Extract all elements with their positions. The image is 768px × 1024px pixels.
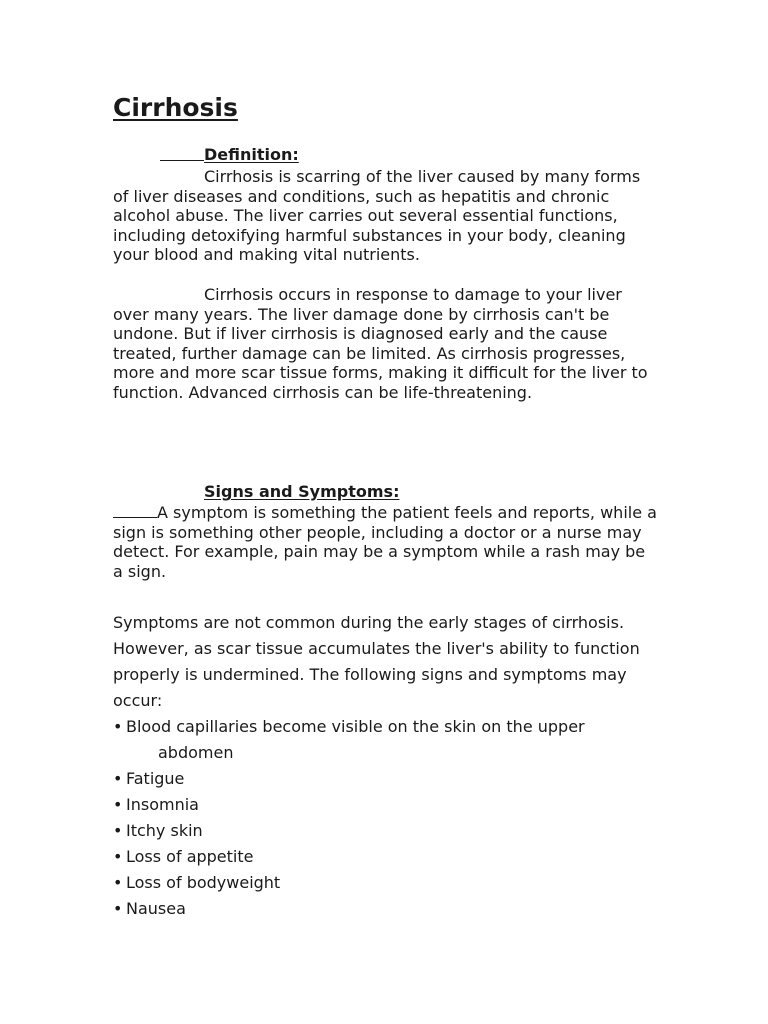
definition-paragraph-1-text: Cirrhosis is scarring of the liver caused by many forms of liver diseases and conditions, such as hepatitis and chronic alcohol abuse. The liver carries out several essential functions, including detoxifying harmful substances in your body, cleaning your blood and making vital nutrients.	[113, 167, 641, 265]
definition-paragraph-2	[113, 285, 658, 403]
definition-heading	[113, 145, 299, 165]
paragraph-blank-line	[113, 503, 157, 518]
list-item-text: Itchy skin	[126, 821, 203, 840]
list-item-text: Loss of appetite	[126, 847, 254, 866]
list-item	[113, 818, 658, 844]
definition-paragraph-2-text: Cirrhosis occurs in response to damage to your liver over many years. The liver damage done by cirrhosis can't be undone. But if liver cirrhosis is diagnosed early and the cause treated, further damage can be limited. As cirrhosis progresses, more and more scar tissue forms, making it difficult for the liver to function. Advanced cirrhosis can be life-threatening.	[113, 285, 648, 402]
list-item-text: Blood capillaries become visible on the skin on the upper	[126, 717, 585, 736]
symptoms-list	[113, 714, 658, 922]
list-item-text: Fatigue	[126, 769, 185, 788]
list-item-text: Loss of bodyweight	[126, 873, 281, 892]
bullet-marker: •	[113, 847, 123, 866]
heading-underline-lead	[160, 145, 204, 161]
list-item	[113, 896, 658, 922]
bullet-marker: •	[113, 717, 123, 736]
list-item-continuation: abdomen	[158, 743, 234, 762]
symptoms-heading-text: Signs and Symptoms:	[204, 482, 400, 501]
document-page	[113, 0, 658, 1024]
list-item-text: Nausea	[126, 899, 186, 918]
symptoms-paragraph-1-text: A symptom is something the patient feels and reports, while a sign is something other people, including a doctor or a nurse may detect. For example, pain may be a symptom while a rash may be a sign.	[113, 503, 657, 581]
bullet-marker: •	[113, 873, 123, 892]
definition-heading-text: Definition:	[204, 145, 299, 164]
list-item	[113, 792, 658, 818]
bullet-marker: •	[113, 795, 123, 814]
symptoms-heading	[204, 482, 399, 502]
list-item	[113, 766, 658, 792]
bullet-marker: •	[113, 821, 123, 840]
bullet-marker: •	[113, 899, 123, 918]
list-item	[113, 714, 658, 766]
list-item-text: Insomnia	[126, 795, 199, 814]
symptoms-paragraph-2: Symptoms are not common during the early stages of cirrhosis. However, as scar tissue accumulates the liver's ability to function properly is undermined. The following signs and symptoms may occur:	[113, 613, 640, 710]
list-item	[113, 870, 658, 896]
bullet-marker: •	[113, 769, 123, 788]
symptoms-paragraph-1	[113, 503, 658, 581]
document-title: Cirrhosis	[113, 93, 238, 122]
definition-paragraph-1	[113, 167, 658, 265]
list-item	[113, 844, 658, 870]
